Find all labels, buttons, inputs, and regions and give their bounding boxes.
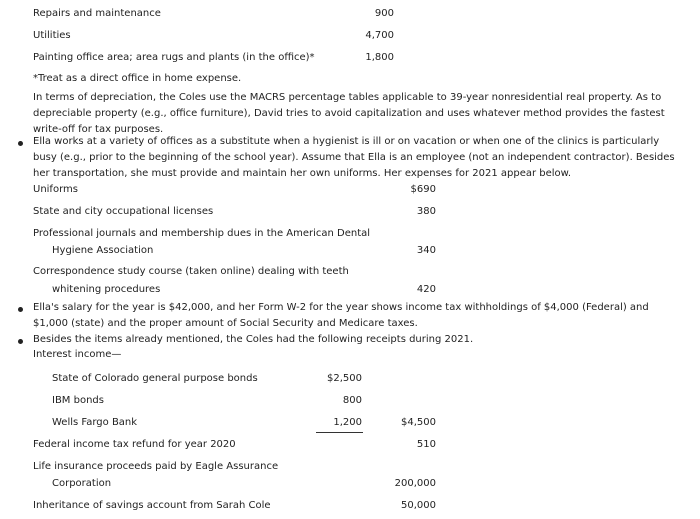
- subtotal-rule: [316, 432, 363, 433]
- interest-item-wellsfargo: Wells Fargo Bank: [52, 417, 138, 428]
- bullet-icon: [18, 339, 23, 344]
- expense-amount-painting: 1,800: [365, 52, 394, 63]
- salary-paragraph: Ella's salary for the year is $42,000, and her Form W-2 for the year shows income tax withholdings of $4,000 (Federal) and $1,000 (state) and the proper amount of Social Security and Medicare taxes.: [33, 302, 649, 329]
- expense-label-painting: Painting office area; area rugs and plants (in the office)*: [33, 52, 315, 63]
- interest-amount-wellsfargo: 1,200: [333, 417, 362, 428]
- interest-heading: Interest income—: [33, 349, 122, 360]
- interest-total: $4,500: [401, 417, 436, 428]
- ella-paragraph: Ella works at a variety of offices as a substitute when a hygienist is ill or on vacation or when one of the clinics is particularly busy (e.g., prior to the beginning of the school year). Assume that Ella is an employee (not an independent contractor). Besides her transportation, she must provide and maintain her own uniforms. Her expenses for 2021 appear below.: [33, 136, 675, 179]
- licenses-label: State and city occupational licenses: [33, 206, 214, 217]
- life-insurance-label-line2: Corporation: [52, 478, 112, 489]
- course-label-line1: Correspondence study course (taken online) dealing with teeth: [33, 266, 349, 277]
- journals-label-line1: Professional journals and membership dues in the American Dental: [33, 228, 371, 239]
- refund-label: Federal income tax refund for year 2020: [33, 439, 236, 450]
- licenses-amount: 380: [416, 206, 436, 217]
- expense-amount-utilities: 4,700: [365, 30, 394, 41]
- course-amount: 420: [416, 284, 436, 295]
- inheritance-amount: 50,000: [401, 500, 436, 511]
- journals-amount: 340: [416, 245, 436, 256]
- interest-amount-colorado: $2,500: [327, 373, 362, 384]
- expense-amount-repairs: 900: [374, 8, 394, 19]
- expense-label-repairs: Repairs and maintenance: [33, 8, 161, 19]
- depreciation-paragraph: In terms of depreciation, the Coles use the MACRS percentage tables applicable to 39-year nonresidential real property. As to depreciable property (e.g., office furniture), David tries to avoid capitalization and uses whatever method provides the fastest write-off for tax purposes.: [33, 92, 665, 135]
- expense-label-utilities: Utilities: [33, 30, 71, 41]
- receipts-paragraph: Besides the items already mentioned, the Coles had the following receipts during 2021.: [33, 334, 474, 345]
- uniforms-label: Uniforms: [33, 184, 78, 195]
- life-insurance-label-line1: Life insurance proceeds paid by Eagle Assurance: [33, 461, 279, 472]
- bullet-icon: [18, 141, 23, 146]
- course-label-line2: whitening procedures: [52, 284, 161, 295]
- interest-amount-ibm: 800: [342, 395, 362, 406]
- bullet-icon: [18, 307, 23, 312]
- inheritance-label: Inheritance of savings account from Sarah Cole: [33, 500, 271, 511]
- footnote: *Treat as a direct office in home expense.: [33, 73, 242, 84]
- uniforms-amount: $690: [410, 184, 436, 195]
- journals-label-line2: Hygiene Association: [52, 245, 154, 256]
- interest-item-colorado: State of Colorado general purpose bonds: [52, 373, 258, 384]
- life-insurance-amount: 200,000: [394, 478, 436, 489]
- interest-item-ibm: IBM bonds: [52, 395, 104, 406]
- refund-amount: 510: [416, 439, 436, 450]
